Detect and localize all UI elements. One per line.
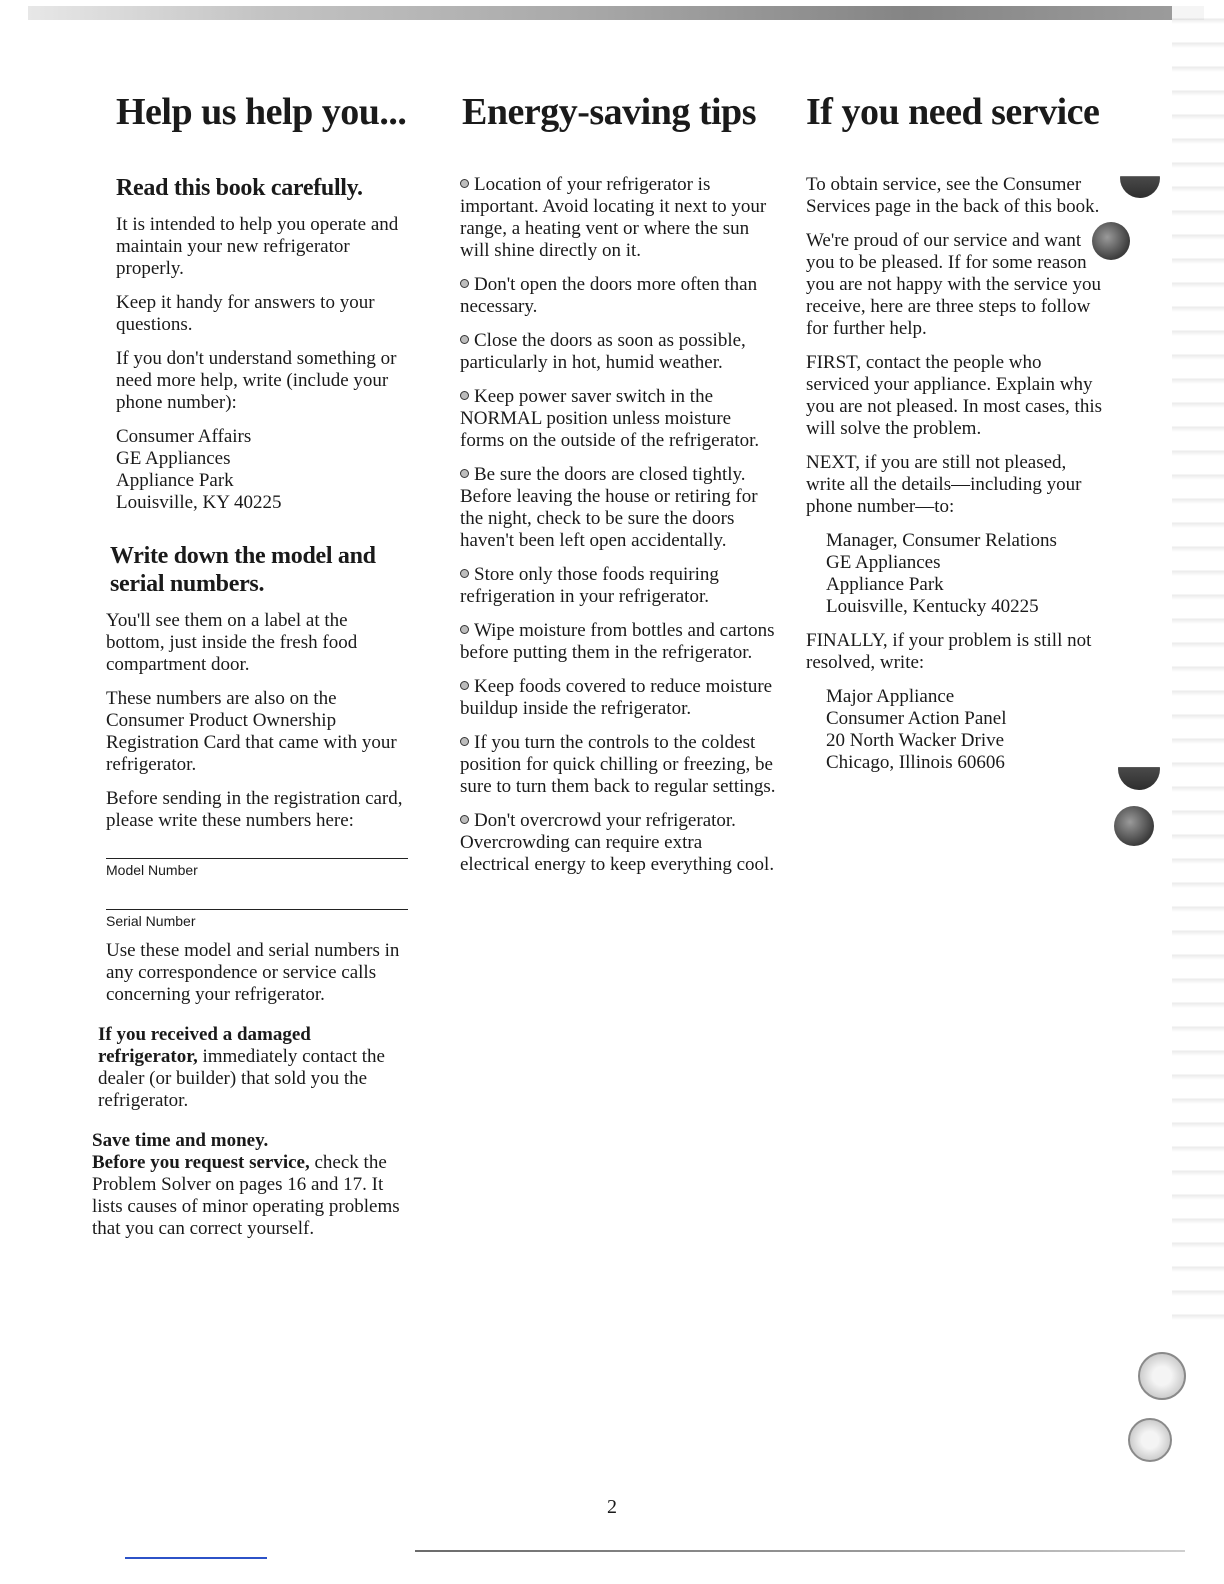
energy-title: Energy-saving tips [462,91,756,133]
model-serial-p4: Use these model and serial numbers in any correspondence or service calls concerning your refrigerator. [106,940,400,1005]
service-title: If you need service [806,91,1100,133]
list-item: Keep foods covered to reduce moisture buildup inside the refrigerator. [460,676,773,719]
damaged-text: immediately contact the dealer (or builder) that sold you the refrigerator. [98,1046,385,1111]
model-serial-heading: Write down the model and serial numbers. [110,543,376,597]
address-line: GE Appliances [116,448,231,469]
action-panel-address [806,686,1106,774]
save-time-notice [92,1130,408,1240]
damaged-notice [98,1024,408,1112]
bullet-icon [460,569,469,578]
address-line: Louisville, KY 40225 [116,492,282,513]
help-column [92,90,408,1252]
damaged-bold: If you received a damaged refrigerator, [98,1024,311,1067]
bullet-icon [460,469,469,478]
model-serial-p2: These numbers are also on the Consumer Product Ownership Registration Card that came with your refrigerator. [106,688,397,775]
address-line: Manager, Consumer Relations [826,530,1057,551]
serial-number-label: Serial Number [106,913,196,929]
address-line: 20 North Wacker Drive [826,730,1005,751]
list-item: Keep power saver switch in the NORMAL position unless moisture forms on the outside of the refrigerator. [460,386,760,451]
bullet-icon [460,815,469,824]
service-p3: FIRST, contact the people who serviced your appliance. Explain why you are not pleased. In most cases, this will solve the problem. [806,352,1103,439]
consumer-affairs-address [116,426,408,514]
address-line: GE Appliances [826,552,941,573]
binder-hole-icon [1114,806,1154,846]
bullet-icon [460,279,469,288]
bottom-rule [415,1550,1185,1552]
binder-hole-icon [1138,1352,1186,1400]
serial-number-field[interactable] [106,909,408,934]
list-item: Store only those foods requiring refrigeration in your refrigerator. [460,564,719,607]
page-number: 2 [607,1496,617,1518]
list-item: Location of your refrigerator is important. Avoid locating it next to your range, a heating vent or where the sun will shine directly on it. [460,174,767,261]
list-item: Wipe moisture from bottles and cartons before putting them in the refrigerator. [460,620,775,663]
model-serial-p1: You'll see them on a label at the bottom, just inside the fresh food compartment door. [106,610,358,675]
energy-column [456,90,776,888]
bullet-icon [460,335,469,344]
scan-edge-top [28,6,1204,20]
address-line: Consumer Action Panel [826,708,1007,729]
binder-hole-icon [1120,158,1160,198]
service-p1: To obtain service, see the Consumer Services page in the back of this book. [806,174,1100,217]
address-line: Major Appliance [826,686,955,707]
service-p4: NEXT, if you are still not pleased, write all the details—including your phone number—to: [806,452,1082,517]
model-serial-p3: Before sending in the registration card, please write these numbers here: [106,788,403,831]
bullet-icon [460,681,469,690]
bottom-link-line [125,1557,267,1559]
read-book-p2: Keep it handy for answers to your questions. [116,292,375,335]
bullet-icon [460,391,469,400]
bullet-icon [460,737,469,746]
model-number-label: Model Number [106,862,198,878]
request-service-bold: Before you request service, [92,1152,310,1173]
bullet-icon [460,179,469,188]
address-line: Chicago, Illinois 60606 [826,752,1005,773]
list-item: Don't overcrowd your refrigerator. Overcrowding can require extra electrical energy to keep everything cool. [460,810,775,875]
list-item: Be sure the doors are closed tightly. Before leaving the house or retiring for the night, check to be sure the doors haven't been left open accidentally. [460,464,758,551]
list-item: Don't open the doors more often than necessary. [460,274,758,317]
address-line: Consumer Affairs [116,426,252,447]
list-item: If you turn the controls to the coldest position for quick chilling or freezing, be sure to turn them back to regular settings. [460,732,776,797]
energy-tips-list [460,174,776,876]
save-time-text: check the Problem Solver on pages 16 and 17. It lists causes of minor operating problems that you can correct yourself. [92,1152,400,1239]
binder-hole-icon [1128,1418,1172,1462]
service-p2: We're proud of our service and want you to be pleased. If for some reason you are not happy with the service you receive, here are three steps to follow for further help. [806,230,1101,339]
help-title: Help us help you... [116,91,407,133]
save-time-bold: Save time and money. [92,1130,269,1151]
binder-hole-icon [1118,748,1160,790]
bullet-icon [460,625,469,634]
model-number-field[interactable] [106,858,408,883]
read-book-p3: If you don't understand something or need more help, write (include your phone number): [116,348,397,413]
address-line: Appliance Park [826,574,944,595]
scan-edge-right [1172,0,1224,1320]
service-column [806,90,1106,786]
consumer-relations-address [806,530,1106,618]
service-p5: FINALLY, if your problem is still not resolved, write: [806,630,1092,673]
read-book-heading: Read this book carefully. [116,175,363,201]
address-line: Appliance Park [116,470,234,491]
address-line: Louisville, Kentucky 40225 [826,596,1039,617]
list-item: Close the doors as soon as possible, particularly in hot, humid weather. [460,330,746,373]
read-book-p1: It is intended to help you operate and maintain your new refrigerator properly. [116,214,399,279]
